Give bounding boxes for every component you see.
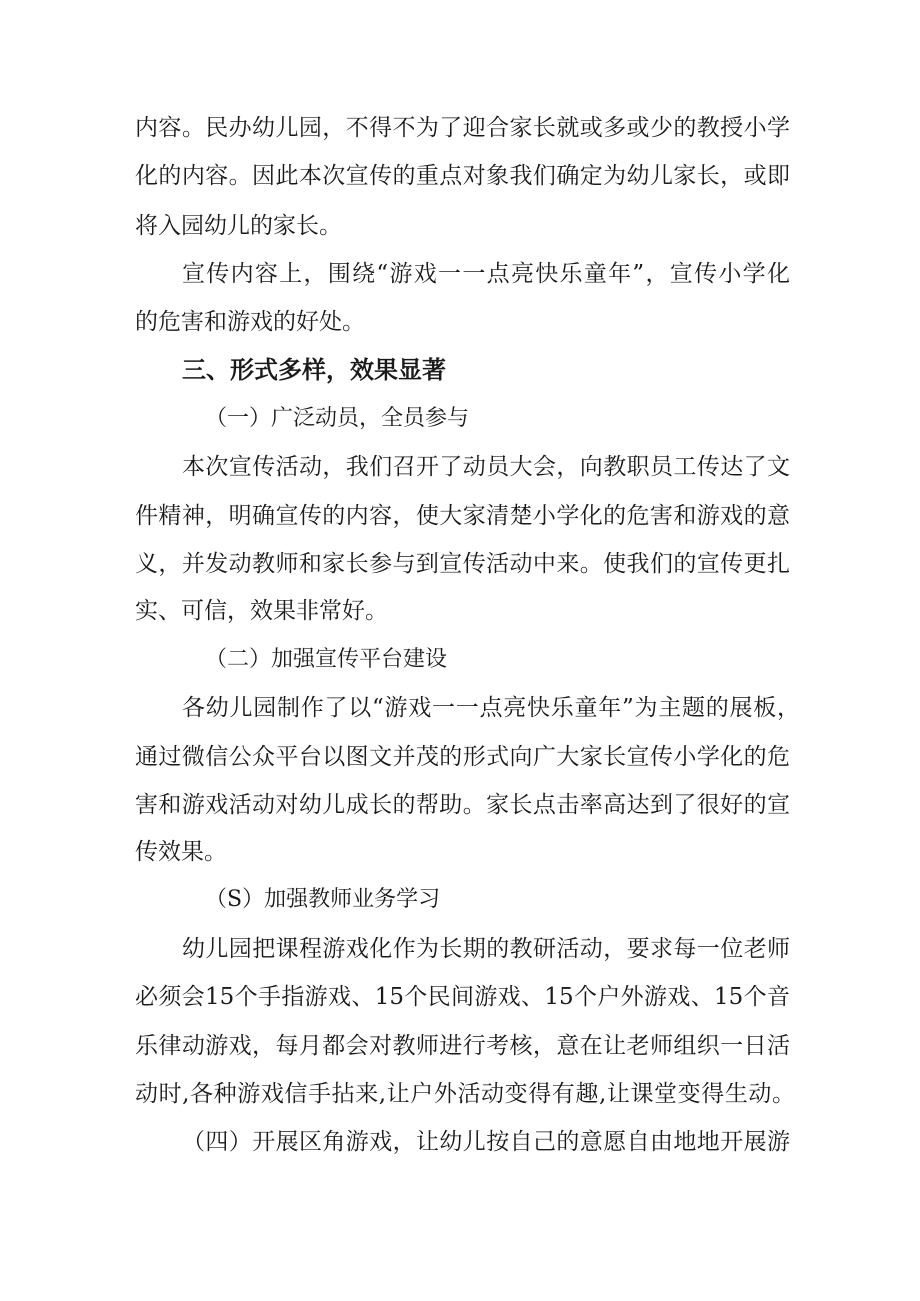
- body-text-line: （四）开展区角游戏，让幼儿按自己的意愿自由地地开展游: [182, 1129, 790, 1155]
- body-text-line: 必须会15个手指游戏、15个民间游戏、15个户外游戏、15个音: [135, 984, 790, 1010]
- body-text-line: 幼儿园把课程游戏化作为长期的教研活动，要求每一位老师: [182, 936, 790, 962]
- body-text-line: 实、可信，效果非常好。: [135, 598, 388, 624]
- body-text-line: 内容。民办幼儿园，不得不为了迎合家长就或多或少的教授小学: [135, 115, 790, 141]
- body-text-line: 害和游戏活动对幼儿成长的帮助。家长点击率高达到了很好的宣: [135, 792, 790, 818]
- body-text-line: 通过微信公众平台以图文并茂的形式向广大家长宣传小学化的危: [135, 744, 790, 770]
- body-text-line: 传效果。: [135, 839, 227, 865]
- body-text-line: 乐律动游戏，每月都会对教师进行考核，意在让老师组织一日活: [135, 1033, 790, 1059]
- body-text-line: 将入园幼儿的家长。: [135, 213, 342, 239]
- body-text-line: 本次宣传活动，我们召开了动员大会，向教职员工传达了文: [182, 454, 790, 480]
- body-text-line: 动时,各种游戏信手拈来,让户外活动变得有趣,让课堂变得生动。: [135, 1081, 795, 1107]
- subsection-heading: （一）广泛动员，全员参与: [205, 406, 470, 431]
- body-text-line: 各幼儿园制作了以“游戏一一点亮快乐童年”为主题的展板，: [182, 695, 800, 721]
- body-text-line: 义，并发动教师和家长参与到宣传活动中来。使我们的宣传更扎: [135, 551, 790, 577]
- body-text-line: 化的内容。因此本次宣传的重点对象我们确定为幼儿家长，或即: [135, 163, 790, 189]
- section-heading: 三、形式多样，效果显著: [182, 356, 446, 384]
- body-text-line: 的危害和游戏的好处。: [135, 309, 365, 335]
- subsection-heading: （二）加强宣传平台建设: [205, 647, 448, 672]
- subsection-heading: （S）加强教师业务学习: [205, 887, 441, 912]
- body-text-line: 宣传内容上，围绕“游戏一一点亮快乐童年”，宣传小学化: [182, 261, 790, 287]
- body-text-line: 件精神，明确宣传的内容，使大家清楚小学化的危害和游戏的意: [135, 503, 790, 529]
